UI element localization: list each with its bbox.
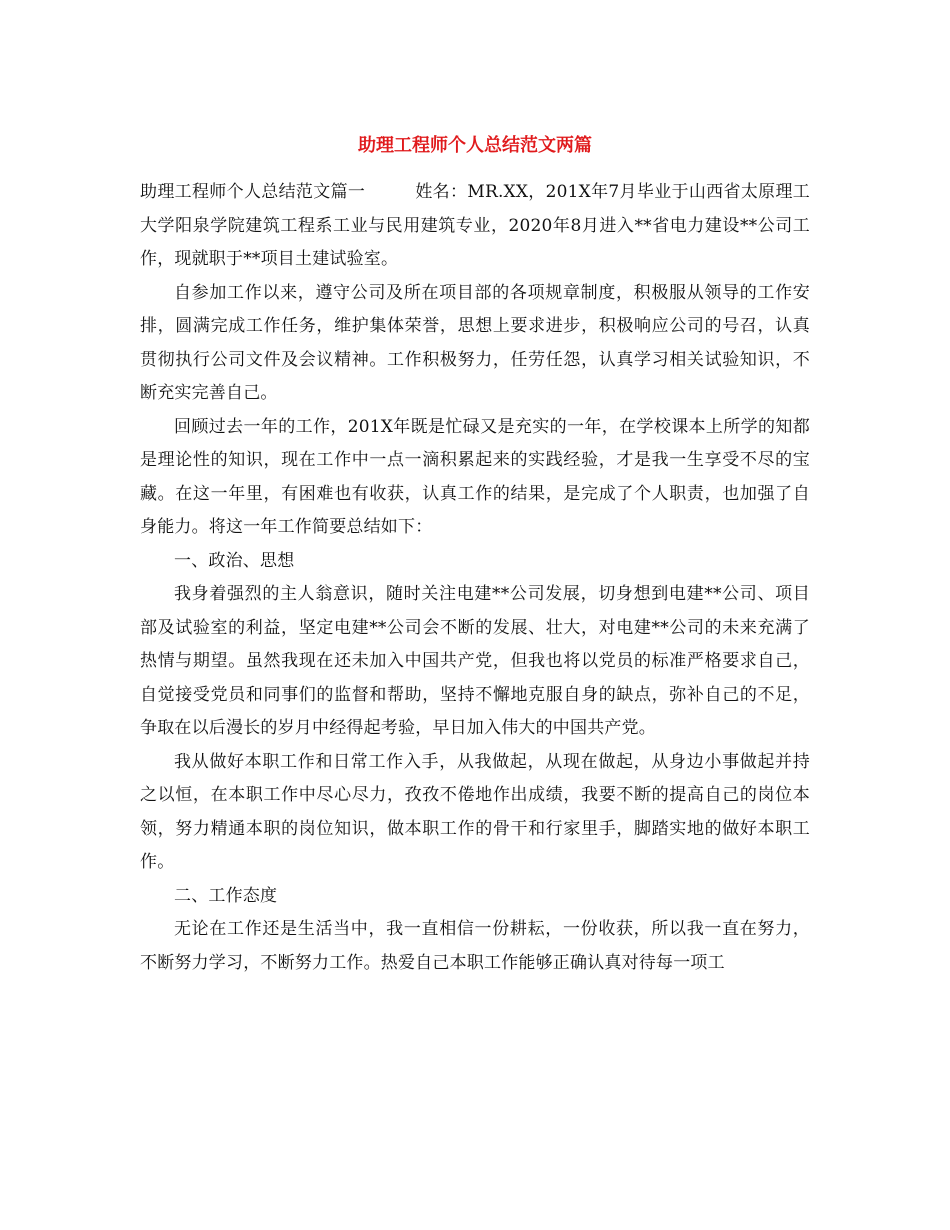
intro-paragraph (140, 176, 810, 277)
paragraph-political-thought: 我身着强烈的主人翁意识，随时关注电建**公司发展，切身想到电建**公司、项目部及试验室的利益，坚定电建**公司会不断的发展、壮大，对电建**公司的未来充满了热情与期望。虽然我现在还未加入中国共产党，但我也将以党员的标准严格要求自己，自觉接受党员和同事们的监督和帮助，坚持不懈地克服自身的缺点，弥补自己的不足，争取在以后漫长的岁月中经得起考验，早日加入伟大的中国共产党。 (140, 584, 810, 738)
paragraph-year-review: 回顾过去一年的工作，201X年既是忙碌又是充实的一年，在学校课本上所学的知都是理论性的知识，现在工作中一点一滴积累起来的实践经验，才是我一生享受不尽的宝藏。在这一年里，有困难也有收获，认真工作的结果，是完成了个人职责，也加强了自身能力。将这一年工作简要总结如下： (140, 416, 810, 537)
intro-lead: 助理工程师个人总结范文篇一 (140, 182, 366, 202)
document-title: 助理工程师个人总结范文两篇 (358, 135, 592, 156)
section-heading-politics: 一、政治、思想 (174, 550, 295, 571)
document-body (140, 176, 810, 980)
paragraph-work-attitude-overview: 自参加工作以来，遵守公司及所在项目部的各项规章制度，积极服从领导的工作安排，圆满完成工作任务，维护集体荣誉，思想上要求进步，积极响应公司的号召，认真贯彻执行公司文件及会议精神。工作积极努力，任劳任怨，认真学习相关试验知识，不断充实完善自己。 (140, 282, 810, 403)
paragraph-work-life-attitude: 无论在工作还是生活当中，我一直相信一份耕耘，一份收获，所以我一直在努力，不断努力学习，不断努力工作。热爱自己本职工作能够正确认真对待每一项工 (140, 919, 810, 973)
section-heading-work-attitude: 二、工作态度 (174, 885, 278, 906)
intro-text: 姓名：MR.XX，201X年7月毕业于山西省太原理工大学阳泉学院建筑工程系工业与民用建筑专业，2020年8月进入**省电力建设**公司工作，现就职于**项目土建试验室。 (140, 182, 810, 269)
paragraph-job-performance: 我从做好本职工作和日常工作入手，从我做起，从现在做起，从身边小事做起并持之以恒，在本职工作中尽心尽力，孜孜不倦地作出成绩，我要不断的提高自己的岗位本领，努力精通本职的岗位知识，做本职工作的骨干和行家里手，脚踏实地的做好本职工作。 (140, 751, 810, 872)
